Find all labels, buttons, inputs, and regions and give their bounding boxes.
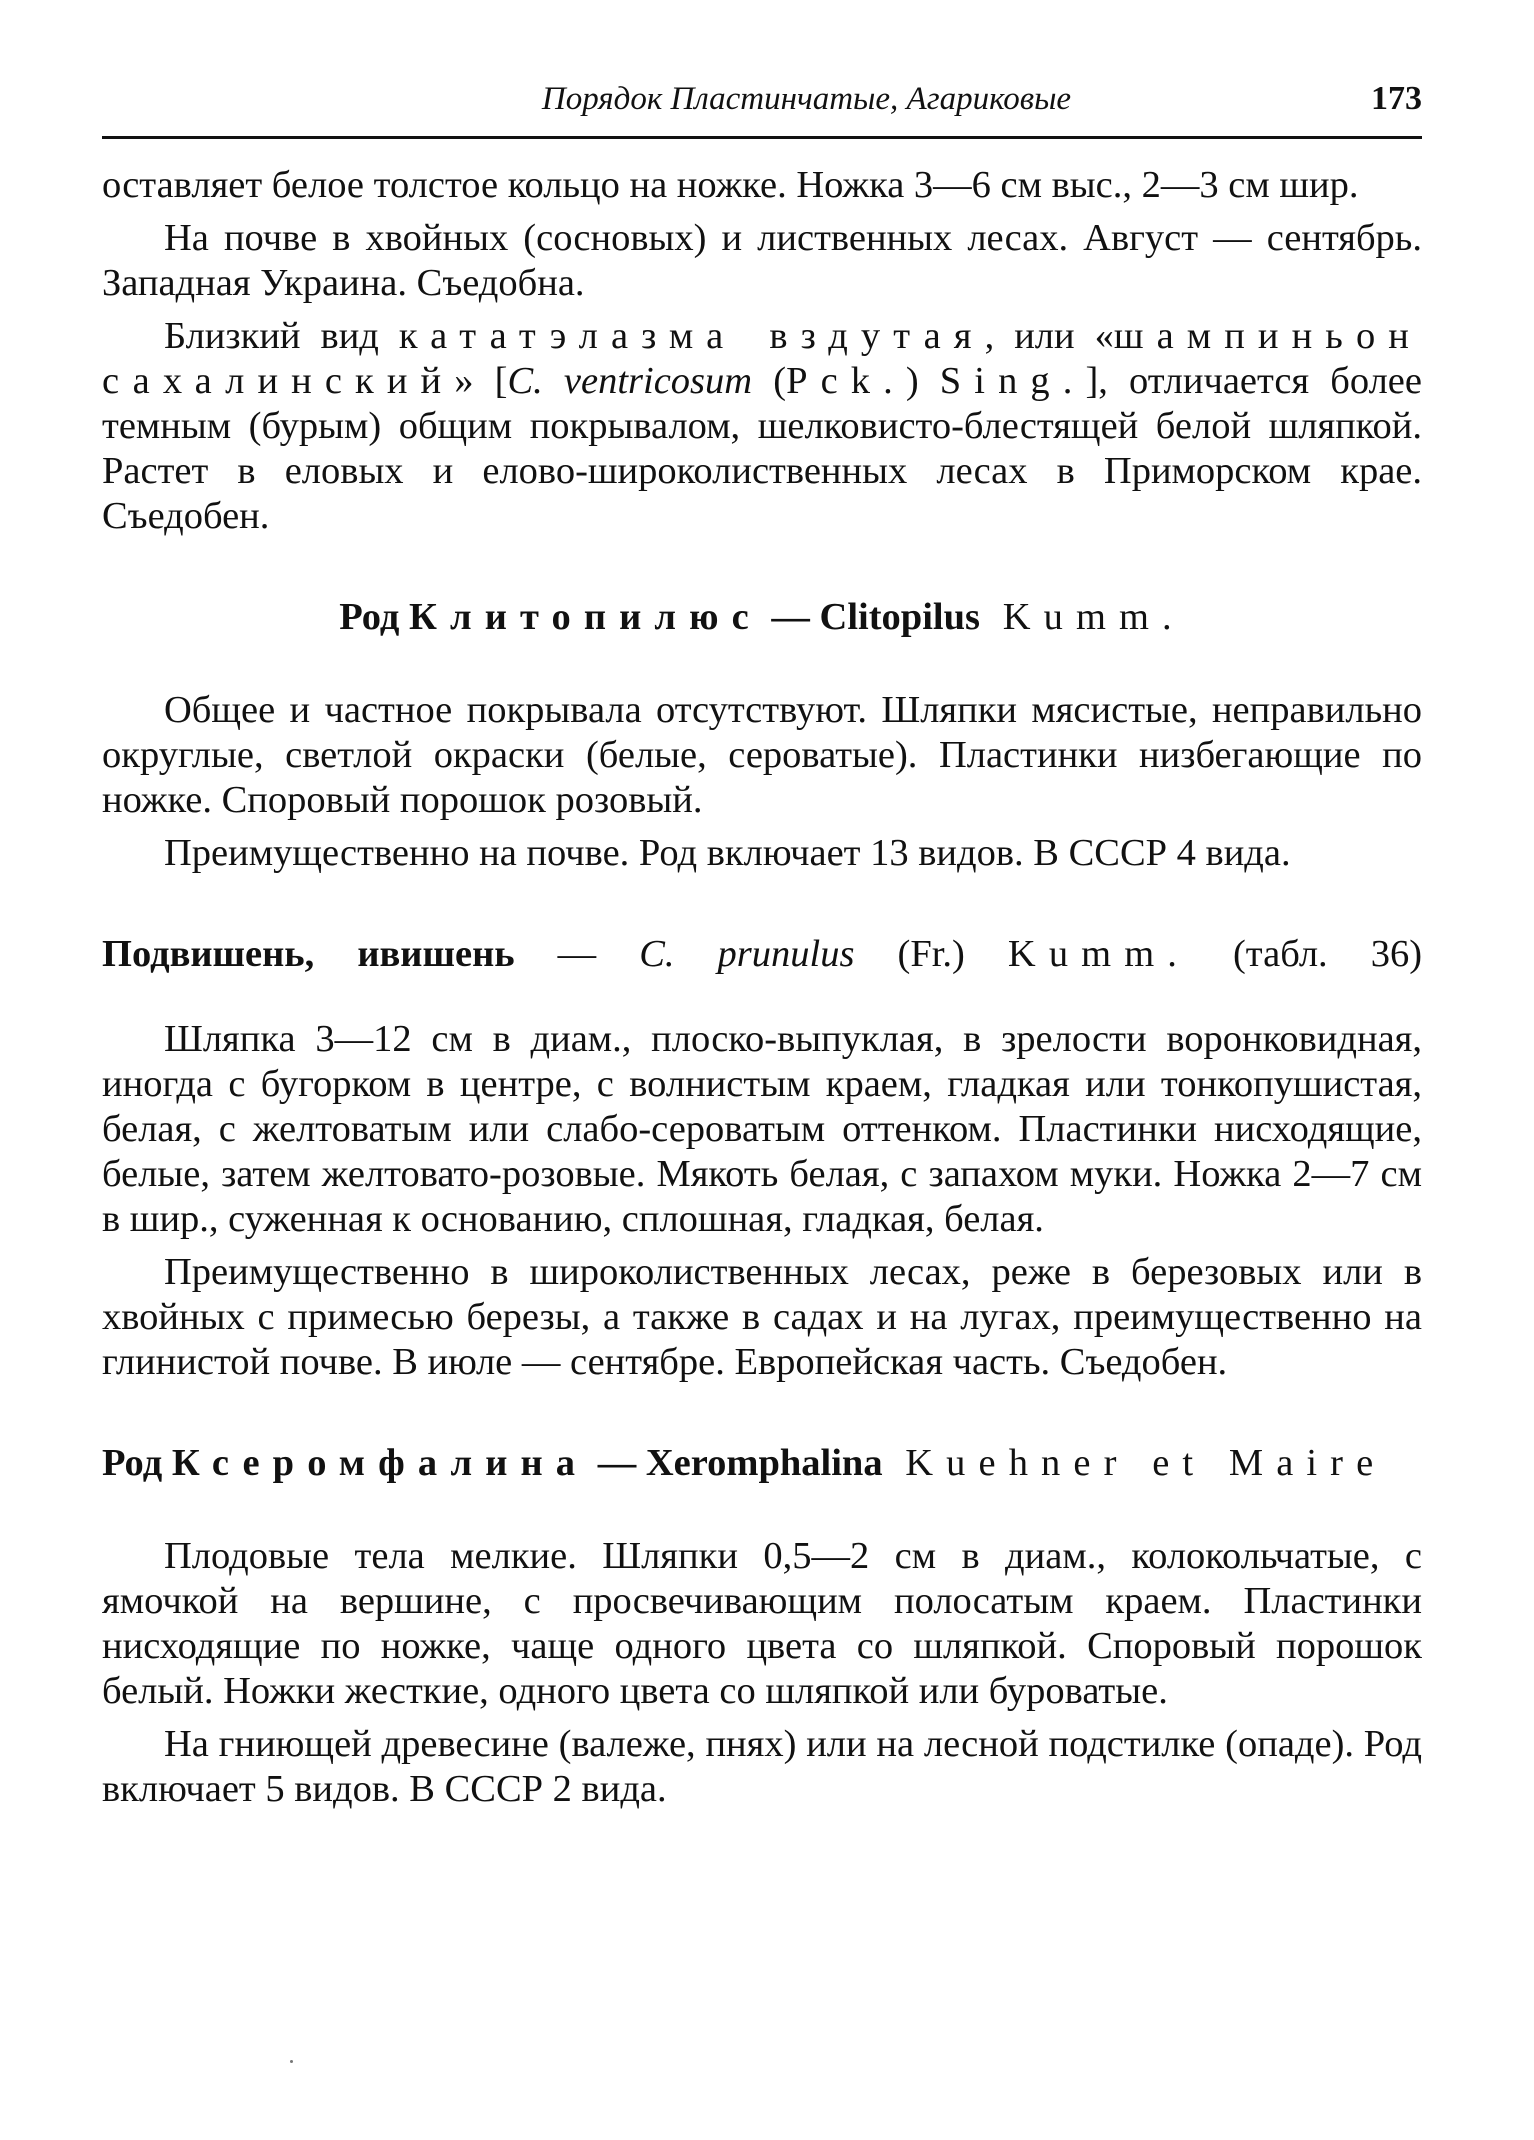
paragraph: Плодовые тела мелкие. Шляпки 0,5—2 см в диам., колокольчатые, с ямочкой на вершине, с просвечивающим полосатым краем. Пластинки нисходящие по ножке, чаще одного цвета со шляпкой. Споровый порошок белый. Ножки жесткие, одного цвета со шляпкой или буроватые. — [102, 1535, 1422, 1712]
genus-heading-clitopilus: Род Клитопилюс — Clitopilus Kumm. — [339, 596, 1185, 638]
genus-heading-xeromphalina: Род Ксеромфалина — Xeromphalina Kuehner et Maire — [102, 1442, 1387, 1484]
species-heading-prunulus: Подвишень, ивишень — C. prunulus (Fr.) Kumm. (табл. 36) — [102, 933, 1423, 975]
paragraph: Шляпка 3—12 см в диам., плоско-выпуклая, в зрелости воронковидная, иногда с бугорком в центре, с волнистым краем, гладкая или тонкопушистая, белая, с желтоватым или слабо-сероватым оттенком. Пластинки нисходящие, белые, затем желтовато-розовые. Мякоть белая, с запахом муки. Ножка 2—7 см в шир., суженная к основанию, сплошная, гладкая, белая. — [102, 1018, 1422, 1240]
paragraph-related-species: Близкий вид кататэлазма вздутая, или «шампиньон сахалинский» [C. ventricosum (Pck.) Sing.], отличается более темным (бурым) общим покрывалом, шелковисто-блестящей белой шляпкой. Растет в еловых и елово-широколиственных лесах в Приморском крае. Съедобен. — [102, 315, 1422, 537]
book-page — [102, 80, 1422, 1820]
paragraph: Общее и частное покрывала отсутствуют. Шляпки мясистые, неправильно округлые, светлой окраски (белые, сероватые). Пластинки низбегающие по ножке. Споровый порошок розовый. — [102, 689, 1422, 821]
paragraph: оставляет белое толстое кольцо на ножке. Ножка 3—6 см выс., 2—3 см шир. — [102, 164, 1359, 206]
print-speck — [290, 2060, 293, 2063]
page-header — [102, 80, 1422, 139]
page-number: 173 — [1371, 80, 1422, 117]
paragraph: Преимущественно в широколиственных лесах, реже в березовых или в хвойных с примесью березы, а также в садах и на лугах, преимущественно на глинистой почве. В июле — сентябре. Европейская часть. Съедобен. — [102, 1251, 1422, 1383]
paragraph: Преимущественно на почве. Род включает 13 видов. В СССР 4 вида. — [164, 832, 1291, 874]
paragraph: На гниющей древесине (валеже, пнях) или на лесной подстилке (опаде). Род включает 5 видов. В СССР 2 вида. — [102, 1723, 1422, 1810]
page-content — [102, 163, 1422, 1812]
paragraph: На почве в хвойных (сосновых) и лиственных лесах. Август — сентябрь. Западная Украина. Съедобна. — [102, 217, 1422, 304]
running-title: Порядок Пластинчатые, Агариковые — [541, 81, 1072, 117]
